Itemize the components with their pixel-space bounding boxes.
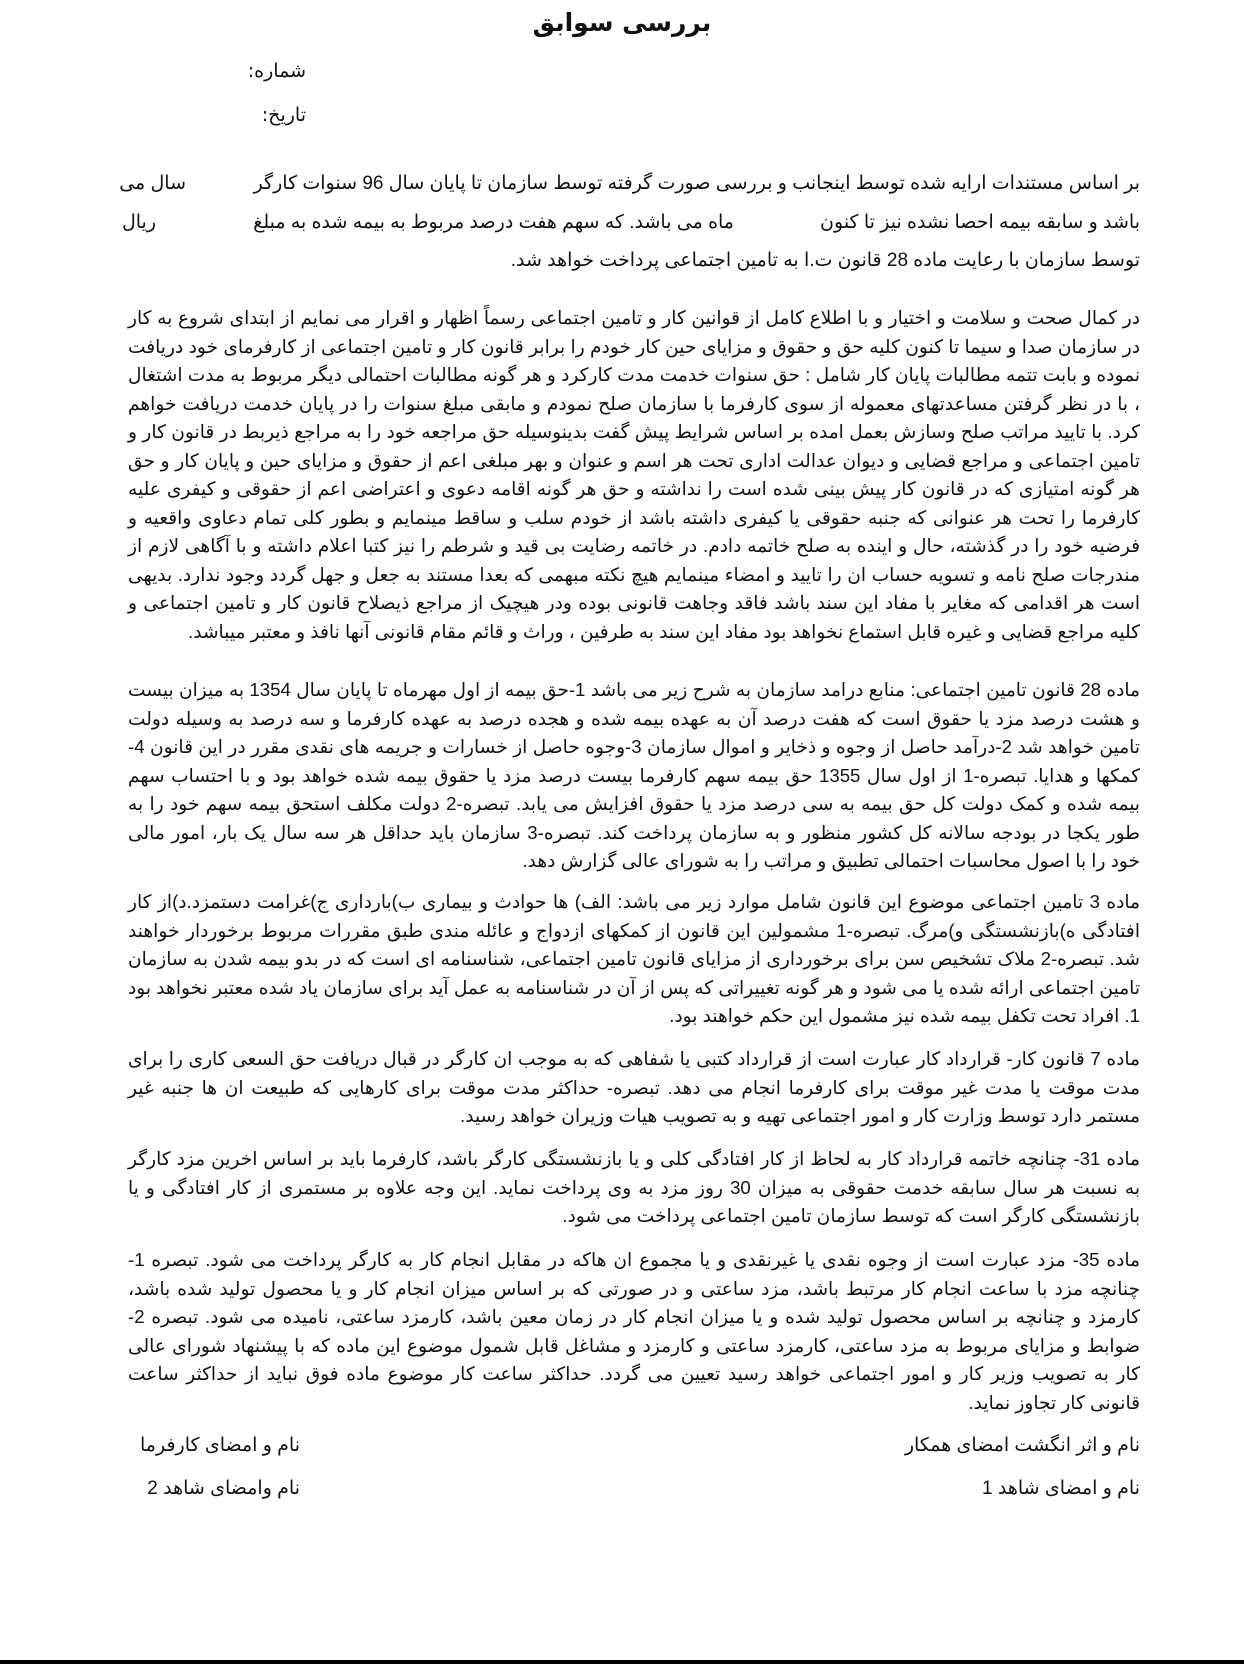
intro-line1-end: سال می <box>119 173 186 194</box>
paragraph-article-31: ماده 31- چنانچه خاتمه قرارداد کار به لحاظ از کار افتادگی کلی و یا بازنشستگی کارگر باشد، کارفرما باید بر اساس اخرین مزد کارگر به نسبت هر سال سابقه خدمت حقوقی به میزان 30 روز مزد به وی پرداخت نماید. این وجه علاوه بر مستمری از کار افتادگی و یا بازنشستگی کارگر است که توسط سازمان تامین اجتماعی پرداخت می شود. <box>128 1148 1140 1226</box>
signature-witness-1: نام و امضای شاهد 1 <box>981 1478 1140 1499</box>
paragraph-article-3: ماده 3 تامین اجتماعی موضوع این قانون شامل موارد زیر می باشد: الف) ها حوادث و بیماری ب)بارداری ج)غرامت دستمزد.د)از کار افتادگی ه)بازنشستگی و)مرگ. تبصره-1 مشمولین این قانون از کمکهای ازدواج و عائله مندی طبق مقررات مربوط برخوردار خواهند شد. تبصره-2 ملاک تشخیص سن برای برخورداری از مزایای قانون تامین اجتماعی، شناسنامه ای است که در بدو بیمه شدن به سازمان تامین اجتماعی ارائه شده یا می شود و هر گونه تغییراتی که پس از آن در شناسنامه به عمل آید برای سازمان یاد شده معتبر نخواهد بود 1. افراد تحت تکفل بیمه شده نیز مشمول این حکم خواهند بود. <box>128 891 1140 1026</box>
intro-line2-end: ریال <box>121 212 156 233</box>
number-label: شماره: <box>247 60 306 82</box>
date-label: تاریخ: <box>261 104 306 126</box>
paragraph-article-7: ماده 7 قانون کار- قرارداد کار عبارت است از قرارداد کتبی یا شفاهی که به موجب ان کارگر در قبال دریافت حق السعی کاری را برای مدت موقت یا مدت غیر موقت برای کارفرما انجام می دهد. تبصره- حداکثر مدت موقت برای کارهایی که طبیعت ان ها جنبه غیر مستمر دارد توسط وزارت کار و امور اجتماعی تهیه و به تصویب هیات وزیران خواهد رسید. <box>128 1048 1140 1126</box>
intro-line1-main: بر اساس مستندات ارایه شده توسط اینجانب و بررسی صورت گرفته توسط سازمان تا پایان سال 96 سنوات کارگر <box>253 173 1140 194</box>
paragraph-article-35: ماده 35- مزد عبارت است از وجوه نقدی یا غیرنقدی و یا مجموع ان هاکه در مقابل انجام کار به کارگر پرداخت می شود. تبصره 1- چنانچه مزد با ساعت انجام کار مرتبط باشد، مزد ساعتی و در صورتی که بر اساس میزان انجام کار و یا محصول تولید شده باشد، کارمزد و چنانچه بر اساس محصول تولید شده و یا میزان انجام کار در زمان معین باشد، کارمزد ساعتی، نامیده می شود. تبصره 2- ضوابط و مزایای مربوط به مزد ساعتی، کارمزد ساعتی و کارمزد و مشاغل قابل شمول موضوع این ماده که با پیشنهاد شورای عالی کار به تصویب وزیر کار و امور اجتماعی خواهد رسید تعیین می گردد. حداکثر ساعت کار موضوع ماده فوق نباید از حداکثر ساعت قانونی کار تجاوز نماید. <box>128 1249 1140 1413</box>
intro-line2-mid: ماه می باشد. که سهم هفت درصد مربوط به بیمه شده به مبلغ <box>253 212 734 233</box>
paragraph-settlement: در کمال صحت و سلامت و اختیار و با اطلاع کامل از قوانین کار و تامین اجتماعی رسماً اظهار و اقرار می نمایم از ابتدای شروع به کار در سازمان صدا و سیما تا کنون کلیه حق و حقوق و مزایای حین کار خودم را برابر قانون کار و تامین اجتماعی از کارفرمای خود دریافت نموده و بابت تتمه مطالبات پایان کار شامل : حق سنوات خدمت مدت کارکرد و هر گونه مطالبات احتمالی دیگر مربوط به مدت اشتغال ، با در نظر گرفتن مساعدتهای معموله از سوی کارفرما با سازمان صلح نمودم و مابقی مبلغ سنوات را در پایان خدمت دریافت خواهم کرد. با تایید مراتب صلح وسازش بعمل امده بر اساس شرایط پیش گفت بدینوسیله حق مراجعه خود را به مراجع ذیربط در قانون کار و تامین اجتماعی و مراجع قضایی و دیوان عدالت اداری تحت هر اسم و عنوان و بهر مبلغی اعم از حقوق و مزایای حین و پایان کار و حق هر گونه امتیازی که در قانون کار پیش بینی شده است را نداشته و حق هر گونه اقامه دعوی و اعتراضی اعم از حقوقی و کیفری علیه کارفرما را تحت هر عنوانی که جنبه حقوقی یا کیفری داشته باشد از خودم سلب و ساقط مینمایم و بطور کلی تمام دعاوی واقعیه و فرضیه خود را در گذشته، حال و اینده به صلح خاتمه دادم. در خاتمه رضایت بی قید و شرطم را نیز کتبا اعلام داشته و با آگاهی لازم از مندرجات صلح نامه و تسویه حساب ان را تایید و امضاء مینمایم هیچ نکته مبهمی که بعدا مستند به جعل و جهل گردد وجود ندارد. بدیهی است هر اقدامی که مغایر با مفاد این سند باشد فاقد وجاهت قانونی بوده ودر هیچیک از مراجع ذیصلاح قانون کار و تامین اجتماعی و کلیه مراجع قضایی و غیره قابل استماع نخواهد بود مفاد این سند به طرفین ، وراث و قائم مقام قانونی آنها نافذ و معتبر میباشد. <box>128 307 1140 642</box>
signature-witness-2: نام وامضای شاهد 2 <box>147 1478 300 1499</box>
intro-line2-main: باشد و سابقه بیمه احصا نشده نیز تا کنون <box>820 212 1140 233</box>
intro-line3: توسط سازمان با رعایت ماده 28 قانون ت.ا به تامین اجتماعی پرداخت خواهد شد. <box>510 250 1140 271</box>
page-bottom-rule <box>0 1660 1244 1664</box>
signature-employer: نام و امضای کارفرما <box>140 1435 300 1456</box>
paragraph-article-28: ماده 28 قانون تامین اجتماعی: منابع درامد سازمان به شرح زیر می باشد 1-حق بیمه از اول مهرماه تا پایان سال 1354 به میزان بیست و هشت درصد مزد یا حقوق است که هفت درصد آن به عهده بیمه شده و هجده درصد به عهده کارفرما و سه درصد به وسیله دولت تامین خواهد شد 2-درآمد حاصل از وجوه و ذخایر و اموال سازمان 3-وجوه حاصل از خسارات و جریمه های نقدی مقرر در این قانون 4-کمکها و هدایا. تبصره-1 از اول سال 1355 حق بیمه سهم کارفرما بیست درصد مزد یا حقوق بیمه شده خواهد بود و با احتساب سهم بیمه شده و کمک دولت کل حق بیمه به سی درصد مزد یا حقوق افزایش می یابد. تبصره-2 دولت مکلف استحق بیمه سهم خود را به طور یکجا در بودجه سالانه کل کشور منظور و به سازمان پرداخت کند. تبصره-3 سازمان باید حداقل هر سه سال یک بار، امور مالی خود را با اصول محاسبات احتمالی تطبیق و مراتب را به شورای عالی گزارش دهد. <box>128 679 1140 871</box>
document-title: بررسی سوابق <box>532 8 712 37</box>
signature-colleague: نام و اثر انگشت امضای همکار <box>904 1435 1140 1456</box>
